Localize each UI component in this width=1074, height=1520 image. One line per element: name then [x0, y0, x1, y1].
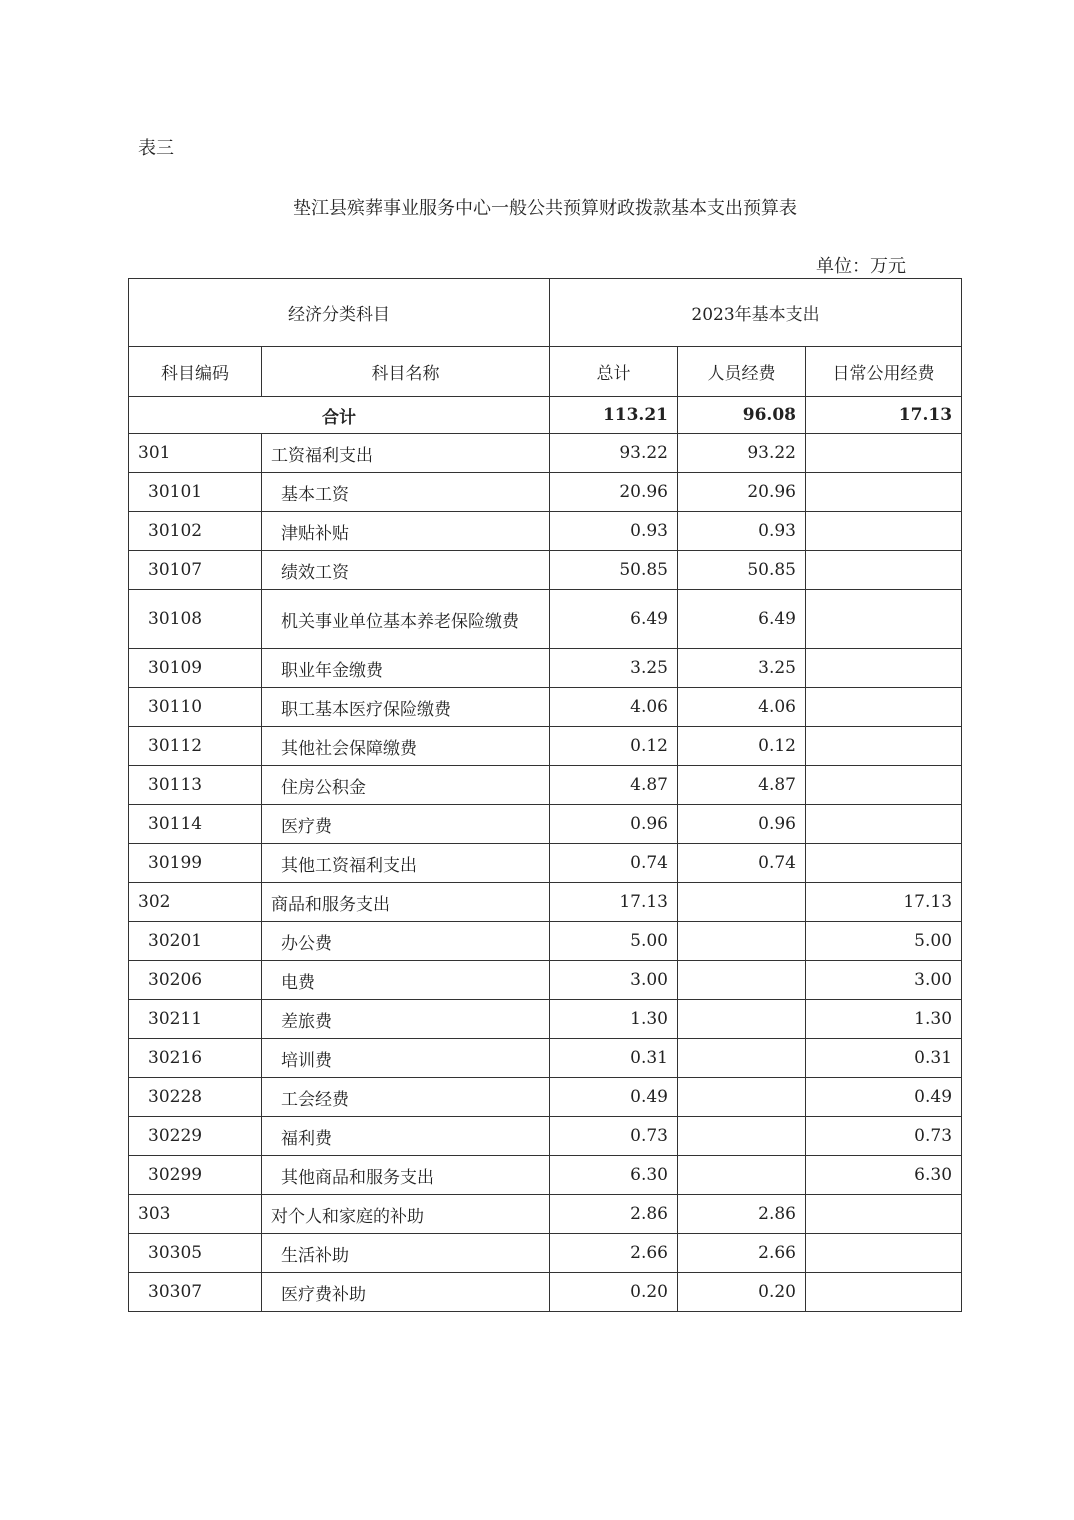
- row-public: [806, 1234, 962, 1273]
- table-row: [129, 1000, 962, 1039]
- row-total: 6.30: [550, 1156, 678, 1195]
- row-code: 30112: [129, 727, 262, 766]
- row-name: 其他商品和服务支出: [262, 1156, 550, 1195]
- row-personnel: 0.74: [678, 844, 806, 883]
- row-code: 302: [129, 883, 262, 922]
- table-row: [129, 590, 962, 649]
- row-name: 对个人和家庭的补助: [262, 1195, 550, 1234]
- table-row: [129, 961, 962, 1000]
- row-total: 0.20: [550, 1273, 678, 1312]
- row-public: [806, 1195, 962, 1234]
- header-total: 总计: [550, 347, 678, 397]
- row-public: 0.73: [806, 1117, 962, 1156]
- row-code: 30109: [129, 649, 262, 688]
- row-total: 0.73: [550, 1117, 678, 1156]
- total-personnel: 96.08: [678, 397, 806, 434]
- row-total: 0.93: [550, 512, 678, 551]
- row-personnel: [678, 1117, 806, 1156]
- row-public: [806, 434, 962, 473]
- table-row: [129, 727, 962, 766]
- row-code: 30101: [129, 473, 262, 512]
- row-total: 20.96: [550, 473, 678, 512]
- header-group-row: [129, 279, 962, 347]
- table-row: [129, 1195, 962, 1234]
- row-name: 医疗费补助: [262, 1273, 550, 1312]
- row-name: 商品和服务支出: [262, 883, 550, 922]
- row-personnel: [678, 922, 806, 961]
- row-name: 工资福利支出: [262, 434, 550, 473]
- table-row: [129, 434, 962, 473]
- row-total: 0.74: [550, 844, 678, 883]
- row-public: 5.00: [806, 922, 962, 961]
- row-code: 30307: [129, 1273, 262, 1312]
- row-code: 30229: [129, 1117, 262, 1156]
- row-public: 0.31: [806, 1039, 962, 1078]
- row-total: 93.22: [550, 434, 678, 473]
- table-row: [129, 1078, 962, 1117]
- row-total: 6.49: [550, 590, 678, 649]
- row-public: 3.00: [806, 961, 962, 1000]
- table-row: [129, 1273, 962, 1312]
- row-personnel: 4.06: [678, 688, 806, 727]
- row-personnel: 50.85: [678, 551, 806, 590]
- row-code: 30216: [129, 1039, 262, 1078]
- table-row: [129, 649, 962, 688]
- row-personnel: 0.12: [678, 727, 806, 766]
- row-name: 津贴补贴: [262, 512, 550, 551]
- row-public: [806, 473, 962, 512]
- row-public: [806, 551, 962, 590]
- row-code: 30108: [129, 590, 262, 649]
- row-public: [806, 844, 962, 883]
- row-name: 工会经费: [262, 1078, 550, 1117]
- row-name: 福利费: [262, 1117, 550, 1156]
- total-public: 17.13: [806, 397, 962, 434]
- total-row: [129, 397, 962, 434]
- header-name: 科目名称: [262, 347, 550, 397]
- header-basic-expenditure: 2023年基本支出: [550, 279, 962, 347]
- row-code: 30114: [129, 805, 262, 844]
- row-public: [806, 512, 962, 551]
- row-code: 30206: [129, 961, 262, 1000]
- row-total: 3.25: [550, 649, 678, 688]
- row-personnel: 4.87: [678, 766, 806, 805]
- row-personnel: 6.49: [678, 590, 806, 649]
- row-public: [806, 727, 962, 766]
- row-personnel: [678, 1039, 806, 1078]
- row-public: 17.13: [806, 883, 962, 922]
- table-row: [129, 922, 962, 961]
- table-row: [129, 551, 962, 590]
- header-personnel: 人员经费: [678, 347, 806, 397]
- row-name: 医疗费: [262, 805, 550, 844]
- table-row: [129, 805, 962, 844]
- row-code: 30199: [129, 844, 262, 883]
- header-economic-classification: 经济分类科目: [129, 279, 550, 347]
- row-personnel: 2.66: [678, 1234, 806, 1273]
- row-personnel: [678, 1000, 806, 1039]
- table-row: [129, 1156, 962, 1195]
- header-column-row: [129, 347, 962, 397]
- row-total: 1.30: [550, 1000, 678, 1039]
- table-row: [129, 512, 962, 551]
- row-personnel: 3.25: [678, 649, 806, 688]
- row-name: 职工基本医疗保险缴费: [262, 688, 550, 727]
- row-public: [806, 805, 962, 844]
- row-total: 0.49: [550, 1078, 678, 1117]
- row-personnel: 2.86: [678, 1195, 806, 1234]
- page-title: 垫江县殡葬事业服务中心一般公共预算财政拨款基本支出预算表: [293, 198, 797, 219]
- row-total: 5.00: [550, 922, 678, 961]
- row-name: 绩效工资: [262, 551, 550, 590]
- row-name: 基本工资: [262, 473, 550, 512]
- row-personnel: [678, 961, 806, 1000]
- row-code: 30305: [129, 1234, 262, 1273]
- row-total: 17.13: [550, 883, 678, 922]
- table-row: [129, 883, 962, 922]
- row-total: 2.66: [550, 1234, 678, 1273]
- row-name: 电费: [262, 961, 550, 1000]
- table-row: [129, 688, 962, 727]
- row-total: 4.87: [550, 766, 678, 805]
- row-personnel: 20.96: [678, 473, 806, 512]
- row-public: [806, 766, 962, 805]
- row-code: 30299: [129, 1156, 262, 1195]
- row-code: 301: [129, 434, 262, 473]
- row-code: 303: [129, 1195, 262, 1234]
- row-public: 6.30: [806, 1156, 962, 1195]
- row-total: 0.12: [550, 727, 678, 766]
- row-total: 2.86: [550, 1195, 678, 1234]
- row-total: 4.06: [550, 688, 678, 727]
- row-public: 0.49: [806, 1078, 962, 1117]
- row-name: 住房公积金: [262, 766, 550, 805]
- table-row: [129, 1234, 962, 1273]
- row-personnel: [678, 1078, 806, 1117]
- row-total: 50.85: [550, 551, 678, 590]
- table-row: [129, 844, 962, 883]
- row-personnel: 0.20: [678, 1273, 806, 1312]
- row-total: 0.31: [550, 1039, 678, 1078]
- row-name: 其他社会保障缴费: [262, 727, 550, 766]
- row-total: 0.96: [550, 805, 678, 844]
- row-public: [806, 590, 962, 649]
- row-public: [806, 649, 962, 688]
- row-public: 1.30: [806, 1000, 962, 1039]
- row-name: 培训费: [262, 1039, 550, 1078]
- row-name: 机关事业单位基本养老保险缴费: [262, 590, 550, 649]
- table-label: 表三: [138, 138, 174, 159]
- row-code: 30102: [129, 512, 262, 551]
- budget-table: [128, 278, 962, 1312]
- total-total: 113.21: [550, 397, 678, 434]
- table-row: [129, 1039, 962, 1078]
- row-personnel: 0.96: [678, 805, 806, 844]
- row-name: 职业年金缴费: [262, 649, 550, 688]
- row-code: 30228: [129, 1078, 262, 1117]
- row-code: 30110: [129, 688, 262, 727]
- total-label: 合计: [129, 397, 550, 434]
- unit-label: 单位：万元: [816, 256, 906, 277]
- row-public: [806, 1273, 962, 1312]
- header-code: 科目编码: [129, 347, 262, 397]
- row-code: 30113: [129, 766, 262, 805]
- row-code: 30211: [129, 1000, 262, 1039]
- table-row: [129, 766, 962, 805]
- row-name: 其他工资福利支出: [262, 844, 550, 883]
- row-name: 生活补助: [262, 1234, 550, 1273]
- row-code: 30107: [129, 551, 262, 590]
- row-name: 办公费: [262, 922, 550, 961]
- row-personnel: [678, 883, 806, 922]
- row-public: [806, 688, 962, 727]
- table-row: [129, 473, 962, 512]
- row-code: 30201: [129, 922, 262, 961]
- row-total: 3.00: [550, 961, 678, 1000]
- table-row: [129, 1117, 962, 1156]
- row-personnel: [678, 1156, 806, 1195]
- row-name: 差旅费: [262, 1000, 550, 1039]
- row-personnel: 93.22: [678, 434, 806, 473]
- row-personnel: 0.93: [678, 512, 806, 551]
- header-public: 日常公用经费: [806, 347, 962, 397]
